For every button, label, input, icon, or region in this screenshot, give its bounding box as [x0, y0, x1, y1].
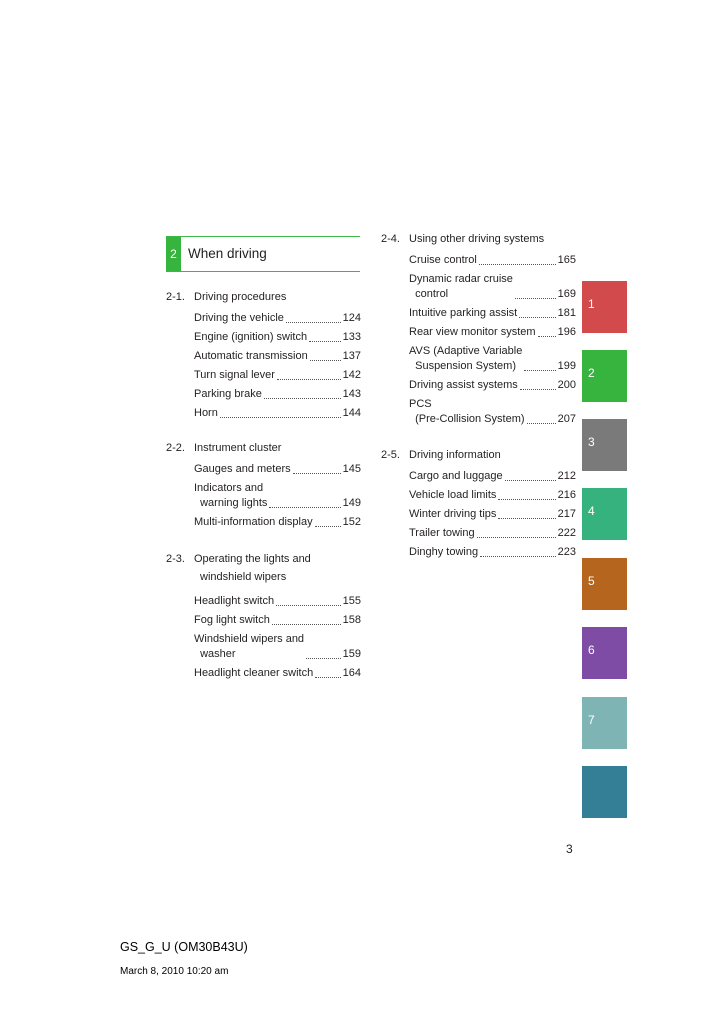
toc-entry[interactable]: Intuitive parking assist 181: [409, 307, 576, 319]
toc-entry[interactable]: Automatic transmission 137: [194, 350, 361, 362]
toc-entry[interactable]: Winter driving tips 217: [409, 508, 576, 520]
toc-entries: [409, 253, 576, 427]
footer-doc-code: GS_G_U (OM30B43U): [120, 940, 248, 954]
section-title[interactable]: 2-4. Using other driving systems: [381, 233, 545, 245]
toc-entry[interactable]: Trailer towing 222: [409, 527, 576, 539]
section-2-1: [166, 290, 361, 425]
section-title[interactable]: 2-1. Driving procedures: [166, 291, 287, 303]
chapter-tab-3[interactable]: 3: [582, 419, 627, 471]
chapter-tab-1[interactable]: 1: [582, 281, 627, 333]
toc-entry[interactable]: Driving assist systems 200: [409, 379, 576, 391]
section-title[interactable]: 2-2. Instrument cluster: [166, 442, 282, 454]
toc-entries: [409, 469, 576, 560]
toc-entries: [194, 462, 361, 530]
toc-entries: [194, 594, 361, 681]
chapter-number: 2: [166, 237, 181, 271]
toc-entry[interactable]: Cruise control 165: [409, 254, 576, 266]
toc-entry[interactable]: Driving the vehicle 124: [194, 312, 361, 324]
toc-entry[interactable]: Headlight cleaner switch 164: [194, 667, 361, 679]
toc-entry[interactable]: Rear view monitor system 196: [409, 326, 576, 338]
chapter-tab-4[interactable]: 4: [582, 488, 627, 540]
toc-entry[interactable]: Multi-information display 152: [194, 516, 361, 528]
chapter-header: [166, 236, 360, 272]
chapter-title: When driving: [188, 246, 267, 261]
toc-entry[interactable]: Horn 144: [194, 407, 361, 419]
toc-entry[interactable]: Indicators and warning lights 149: [194, 482, 361, 509]
toc-entry[interactable]: Engine (ignition) switch 133: [194, 331, 361, 343]
section-2-5: [381, 448, 576, 564]
toc-entry[interactable]: Headlight switch 155: [194, 595, 361, 607]
chapter-tab-2[interactable]: 2: [582, 350, 627, 402]
section-2-2: [166, 441, 361, 534]
section-title[interactable]: 2-5. Driving information: [381, 449, 501, 461]
chapter-tab-index[interactable]: [582, 766, 627, 818]
toc-entry[interactable]: Dinghy towing 223: [409, 546, 576, 558]
footer-date: March 8, 2010 10:20 am: [120, 966, 229, 977]
toc-entry[interactable]: AVS (Adaptive Variable Suspension System) 199: [409, 345, 576, 372]
chapter-tab-6[interactable]: 6: [582, 627, 627, 679]
section-title[interactable]: 2-3. Operating the lights and windshield wipers: [166, 553, 311, 583]
toc-entry[interactable]: Parking brake 143: [194, 388, 361, 400]
toc-entry[interactable]: Fog light switch 158: [194, 614, 361, 626]
section-2-3: [166, 550, 361, 685]
section-2-4: [381, 232, 576, 431]
toc-entry[interactable]: Dynamic radar cruise control 169: [409, 273, 576, 300]
toc-entry[interactable]: Cargo and luggage 212: [409, 470, 576, 482]
chapter-tab-7[interactable]: 7: [582, 697, 627, 749]
toc-entry[interactable]: Windshield wipers and washer 159: [194, 633, 361, 660]
toc-entry[interactable]: Turn signal lever 142: [194, 369, 361, 381]
toc-entry[interactable]: Vehicle load limits 216: [409, 489, 576, 501]
page-number: 3: [566, 842, 573, 856]
toc-entries: [194, 311, 361, 421]
toc-entry[interactable]: Gauges and meters 145: [194, 463, 361, 475]
toc-entry[interactable]: PCS (Pre-Collision System) 207: [409, 398, 576, 425]
chapter-tab-5[interactable]: 5: [582, 558, 627, 610]
